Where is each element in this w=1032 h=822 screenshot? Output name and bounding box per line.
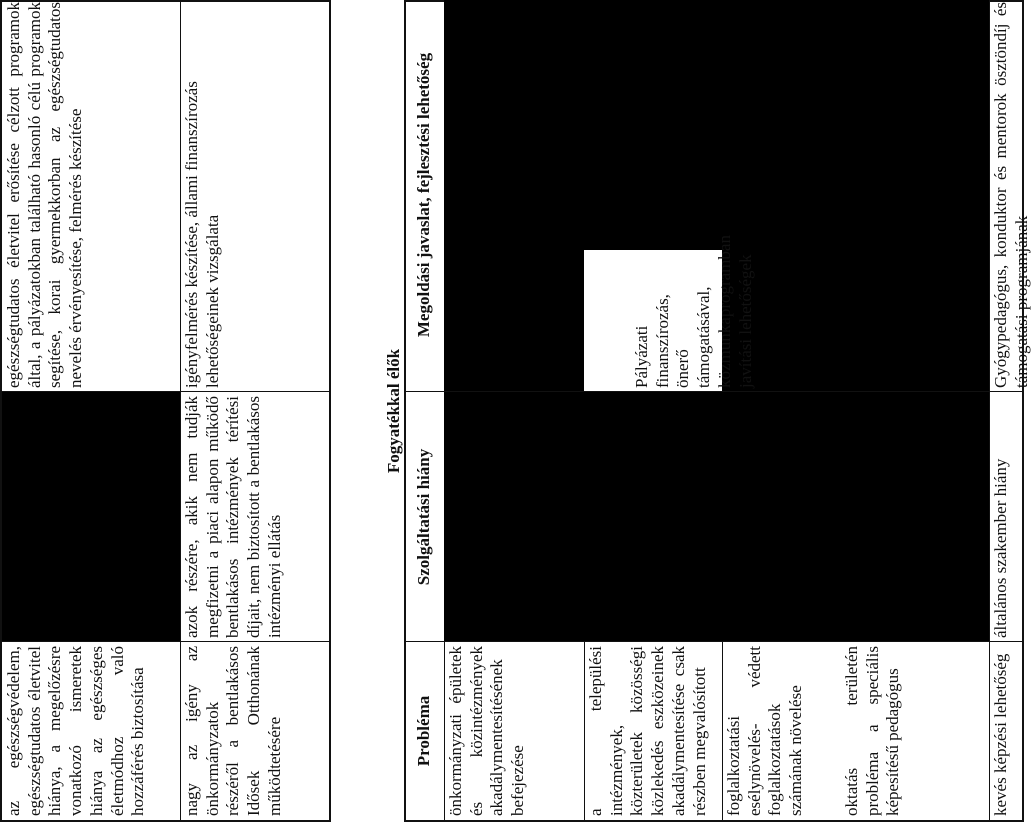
proposal-cell [2,0,180,392]
header-problem: Probléma [414,695,433,767]
header-proposal: Megoldási javaslat, fejlesztési lehetőség [414,52,433,338]
column-divider [406,641,1022,642]
problem-cell [180,642,333,820]
table-row [840,2,989,820]
table-row [584,2,755,820]
proposal-cell: Gyógypedagógus, konduktor és mentorok ösztöndíj és támogatási programjának [991,2,1031,388]
problem-cell: foglalkoztatási esélynövelés- védett foglalkoztatások számának növelése [724,646,806,816]
proposal-text: egészségtudatos életvitel erősítése célzott programok által, a pályázatokban található hasonló célú programok segítése, korai gyermekkorban az egészségtudatos nevelés érvényesítése, felmérés készítése [4,2,86,388]
problem-cell: a települési intézmények, közterületek közösségi közlekedés eszközeinek akadálymentesítése csak részben megvalósított [586,646,709,816]
problem-cell: önkormányzati épületek és közintézmények akadálymentesítésének befejezése [446,646,528,816]
table-row [2,2,180,820]
table-header-row [406,2,444,820]
header-service-gap: Szolgáltatási hiány [414,448,433,586]
table-disabled-people [404,0,1031,822]
proposal-cell [180,0,333,392]
service-gap-cell [180,392,333,642]
table-row [989,2,1031,820]
redacted-cell [2,392,180,642]
column-divider [406,391,1022,392]
service-gap-cell: általános szakember hiány [991,458,1010,638]
column-divider [2,641,329,642]
problem-cell [2,642,180,820]
problem-cell: oktatás területén probléma a speciális képesítésű pedagógus [842,646,903,816]
section-caption: Fogyatékkal élők [384,348,403,474]
problem-text: nagy az igény az önkormányzatok részéről a bentlakásos Idősek Otthonának működtetésére [182,646,284,816]
table-row [180,2,333,820]
row-divider [722,642,723,820]
table-elderly-care [0,0,331,822]
problem-cell: kevés képzési lehetőség [991,653,1010,816]
proposal-text: igényfelmérés készítése, állami finanszírozás lehetőségeinek vizsgálata [182,81,222,388]
problem-text: az egészségvédelem, egészségtudatos életvitel hiánya, a megelőzésre vonatkozó ismeretek hiánya az egészséges életmódhoz való hozzáférés biztosítása [4,646,148,816]
table-row [444,2,584,820]
table-row [722,2,840,820]
service-gap-text: azok részére, akik nem tudják megfizetni a piaci alapon működő bentlakásos intézmények térítési díjait, nem biztosított a bentlakásos intézményi ellátás [182,396,284,638]
column-divider [2,391,329,392]
row-divider [584,642,585,820]
proposal-cell: Pályázati finanszírozás, önerő támogatásával, közmunkaprogramban javítási lehetőségek [584,250,722,392]
